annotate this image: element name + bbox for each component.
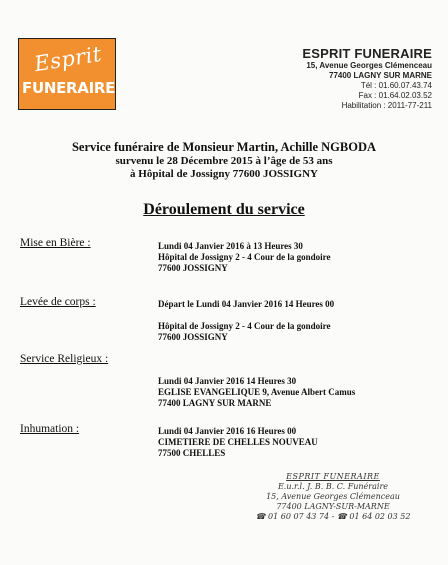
stamp-line-2: E.u.r.l. J. B. B. C. Funéraire (277, 482, 389, 491)
title-line-3: à Hôpital de Jossigny 77600 JOSSIGNY (130, 168, 318, 180)
detail-line: Lundi 04 Janvier 2016 à 13 Heures 30 (158, 241, 303, 251)
company-logo (18, 38, 116, 110)
company-fax: Fax : 01.64.02.03.52 (358, 91, 432, 100)
title-line-1: Service funéraire de Monsieur Martin, Achille NGBODA (71, 140, 376, 154)
detail-inhumation (158, 426, 318, 459)
label-mise-en-biere: Mise en Bière : (20, 237, 91, 249)
company-tel: Tél : 01.60.07.43.74 (360, 81, 432, 90)
company-address-city: 77400 LAGNY SUR MARNE (329, 71, 432, 80)
detail-line: Lundi 04 Janvier 2016 16 Heures 00 (158, 426, 297, 436)
detail-levee-de-corps-lieu (158, 321, 330, 343)
detail-service-religieux (158, 376, 355, 409)
document-title (0, 140, 448, 181)
logo-text-top: Esprit (32, 41, 104, 77)
detail-line: 77400 LAGNY SUR MARNE (158, 398, 272, 408)
stamp-line-4: 77400 LAGNY-SUR-MARNE (276, 502, 390, 511)
label-levee-de-corps: Levée de corps : (20, 296, 96, 308)
detail-mise-en-biere (158, 241, 330, 274)
label-service-religieux: Service Religieux : (20, 353, 109, 365)
logo-text-bottom: FUNERAIRE (22, 79, 116, 97)
stamp-line-3: 15, Avenue Georges Clémenceau (266, 492, 400, 501)
detail-line: Hôpital de Jossigny 2 - 4 Cour de la gondoire (158, 321, 331, 331)
detail-levee-de-corps-depart (158, 299, 334, 310)
company-header (212, 46, 432, 111)
label-inhumation: Inhumation : (20, 423, 80, 435)
detail-line: Hôpital de Jossigny 2 - 4 Cour de la gondoire (158, 252, 331, 262)
detail-line: Lundi 04 Janvier 2016 14 Heures 30 (158, 376, 297, 386)
detail-line: Départ le Lundi 04 Janvier 2016 14 Heures 00 (158, 299, 335, 309)
stamp-line-1: ESPRIT FUNERAIRE (286, 472, 380, 481)
company-name: ESPRIT FUNERAIRE (302, 46, 432, 61)
section-heading: Déroulement du service (143, 201, 305, 218)
detail-line: 77600 JOSSIGNY (158, 332, 228, 342)
detail-line: CIMETIERE DE CHELLES NOUVEAU (158, 437, 318, 447)
company-habilitation: Habilitation : 2011-77-211 (341, 101, 432, 110)
detail-line: 77600 JOSSIGNY (158, 263, 228, 273)
company-address-street: 15, Avenue Georges Clémenceau (306, 61, 432, 70)
detail-line: EGLISE EVANGELIQUE 9, Avenue Albert Camus (158, 387, 356, 397)
title-line-2: survenu le 28 Décembre 2015 à l’âge de 53 ans (115, 155, 333, 167)
stamp-line-5: ☎ 01 60 07 43 74 - ☎ 01 64 02 03 52 (255, 512, 411, 521)
detail-line: 77500 CHELLES (158, 448, 226, 458)
company-stamp (243, 472, 423, 522)
